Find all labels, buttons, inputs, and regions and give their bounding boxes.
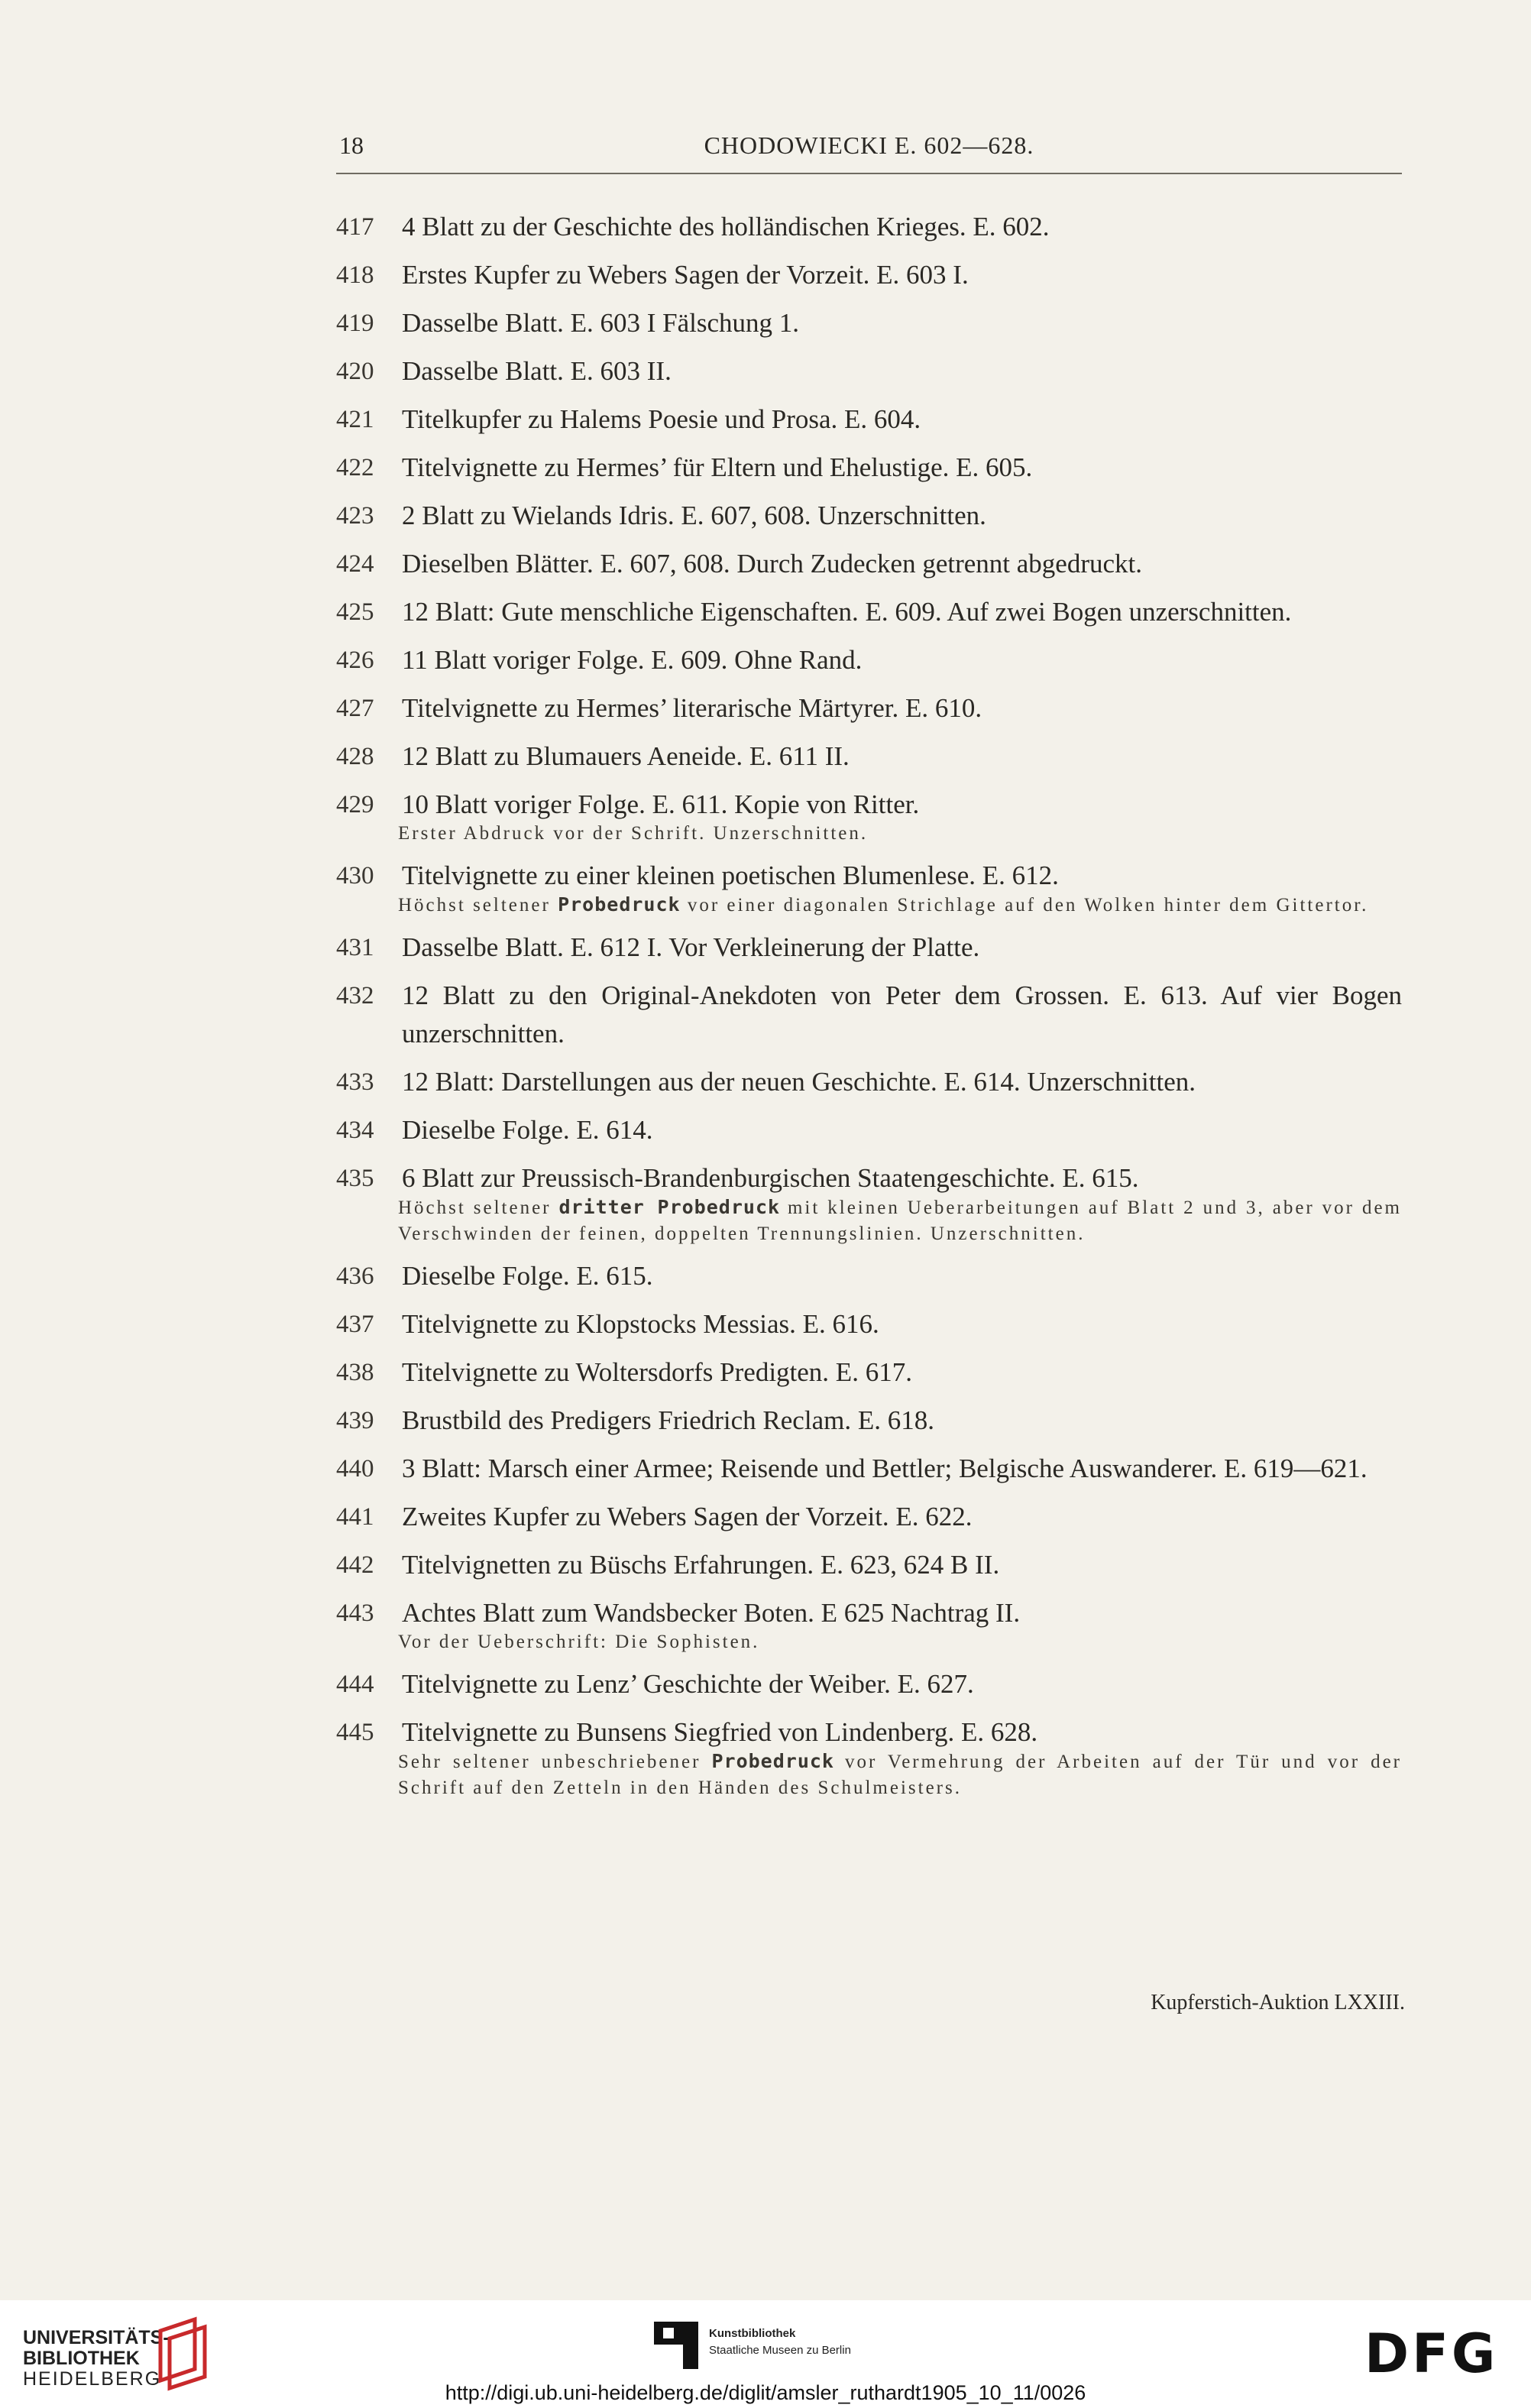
catalog-entry	[336, 1450, 1402, 1488]
dfg-logo[interactable]: DFG	[1364, 2322, 1499, 2385]
catalog-entry	[336, 641, 1402, 679]
entry-note-text: mit kleinen Ueberarbeitungen auf Blatt 2 und 3, aber vor dem Verschwinden der feinen, doppelten Trennungslinien. Unzerschnitten.	[398, 1198, 1402, 1244]
catalog-entry	[336, 1402, 1402, 1440]
entry-text: Titelkupfer zu Halems Poesie und Prosa. E. 604.	[402, 404, 921, 434]
entry-note	[336, 1194, 1402, 1247]
permalink-url[interactable]: http://digi.ub.uni-heidelberg.de/diglit/amsler_ruthardt1905_10_11/0026	[445, 2381, 1086, 2404]
kunstbibliothek-logo-icon	[654, 2322, 698, 2369]
entry-number: 424	[336, 550, 374, 578]
auction-note: Kupferstich-Auktion LXXIII.	[1151, 1991, 1405, 2014]
entry-number: 421	[336, 406, 374, 433]
kunstbibliothek-text[interactable]	[709, 2325, 851, 2359]
entry-number: 422	[336, 454, 374, 481]
entry-number: 433	[336, 1068, 374, 1096]
entry-number: 425	[336, 598, 374, 626]
entry-note	[336, 892, 1402, 919]
catalog-entry	[336, 689, 1402, 728]
catalog-entry	[336, 256, 1402, 294]
catalog-entry	[336, 449, 1402, 487]
entry-note-text: vor Vermehrung der Arbeiten auf der Tür und vor der Schrift auf den Zetteln in den Händen des Schulmeisters.	[398, 1752, 1402, 1798]
entry-number: 423	[336, 502, 374, 530]
catalog-entry	[336, 593, 1402, 631]
entry-number: 419	[336, 310, 374, 337]
catalog-entry	[336, 1305, 1402, 1343]
entry-note	[336, 821, 1402, 847]
kunstbibliothek-subtitle: Staatliche Museen zu Berlin	[709, 2344, 851, 2357]
catalog-entry	[336, 1353, 1402, 1392]
catalog-entries	[336, 208, 1402, 1811]
entry-number: 438	[336, 1359, 374, 1386]
entry-text: 12 Blatt zu den Original-Anekdoten von Peter dem Grossen. E. 613. Auf vier Bogen unzerschnitten.	[402, 980, 1402, 1048]
entry-text: Titelvignette zu Hermes’ literarische Märtyrer. E. 610.	[402, 693, 982, 723]
catalog-entry	[336, 1257, 1402, 1295]
entry-text: Dasselbe Blatt. E. 612 I. Vor Verkleinerung der Platte.	[402, 932, 980, 962]
catalog-entry	[336, 1594, 1402, 1632]
university-library-logo[interactable]	[23, 2328, 170, 2390]
entry-text: Erstes Kupfer zu Webers Sagen der Vorzeit. E. 603 I.	[402, 260, 969, 290]
catalog-entry	[336, 1111, 1402, 1149]
entry-text: 12 Blatt zu Blumauers Aeneide. E. 611 II.	[402, 741, 850, 771]
entry-number: 430	[336, 862, 374, 890]
entry-number: 442	[336, 1551, 374, 1579]
entry-text: Titelvignetten zu Büschs Erfahrungen. E. 623, 624 B II.	[402, 1550, 1000, 1580]
entry-text: Zweites Kupfer zu Webers Sagen der Vorzeit. E. 622.	[402, 1502, 973, 1531]
entry-note-emphasis: dritter Probedruck	[558, 1196, 781, 1218]
catalog-entry	[336, 929, 1402, 967]
entry-note-text: Höchst seltener	[398, 895, 558, 916]
entry-text: 12 Blatt: Gute menschliche Eigenschaften. E. 609. Auf zwei Bogen unzerschnitten.	[402, 597, 1292, 627]
entry-number: 437	[336, 1311, 374, 1338]
entry-text: Titelvignette zu Klopstocks Messias. E. 616.	[402, 1309, 879, 1339]
running-title: CHODOWIECKI E. 602—628.	[704, 131, 1034, 159]
entry-text: 11 Blatt voriger Folge. E. 609. Ohne Rand.	[402, 645, 863, 675]
catalog-entry	[336, 400, 1402, 439]
catalog-entry	[336, 786, 1402, 824]
entry-text: 6 Blatt zur Preussisch-Brandenburgischen Staatengeschichte. E. 615.	[402, 1163, 1139, 1193]
catalog-entry	[336, 208, 1402, 246]
entry-text: 2 Blatt zu Wielands Idris. E. 607, 608. Unzerschnitten.	[402, 501, 986, 530]
catalog-entry	[336, 304, 1402, 342]
catalog-entry	[336, 545, 1402, 583]
catalog-entry	[336, 1159, 1402, 1198]
catalog-entry	[336, 857, 1402, 895]
entry-number: 445	[336, 1719, 374, 1746]
entry-text: 12 Blatt: Darstellungen aus der neuen Geschichte. E. 614. Unzerschnitten.	[402, 1067, 1196, 1097]
uni-logo-line: HEIDELBERG	[23, 2368, 162, 2390]
uni-logo-line: UNIVERSITÄTS-	[23, 2327, 170, 2348]
kunstbibliothek-title: Kunstbibliothek	[709, 2327, 796, 2340]
entry-note-text: Vor der Ueberschrift: Die Sophisten.	[398, 1632, 760, 1652]
entry-text: Titelvignette zu Bunsens Siegfried von Lindenberg. E. 628.	[402, 1717, 1038, 1747]
entry-note-text: vor einer diagonalen Strichlage auf den Wolken hinter dem Gittertor.	[680, 895, 1369, 916]
catalog-entry	[336, 1665, 1402, 1703]
page-header	[336, 131, 1402, 174]
entry-number: 426	[336, 647, 374, 674]
entry-number: 435	[336, 1165, 374, 1192]
entry-text: Titelvignette zu Lenz’ Geschichte der Weiber. E. 627.	[402, 1669, 974, 1699]
catalog-entry	[336, 352, 1402, 391]
entry-number: 427	[336, 695, 374, 722]
entry-text: Dasselbe Blatt. E. 603 II.	[402, 356, 672, 386]
entry-text: 4 Blatt zu der Geschichte des holländischen Krieges. E. 602.	[402, 212, 1050, 241]
entry-note	[336, 1748, 1402, 1801]
footer	[0, 2300, 1531, 2408]
catalog-entry	[336, 1713, 1402, 1752]
entry-note	[336, 1629, 1402, 1655]
catalog-entry	[336, 977, 1402, 1053]
entry-text: Brustbild des Predigers Friedrich Reclam. E. 618.	[402, 1405, 934, 1435]
catalog-entry	[336, 1498, 1402, 1536]
entry-number: 444	[336, 1671, 374, 1698]
catalog-entry	[336, 1063, 1402, 1101]
catalog-entry	[336, 1546, 1402, 1584]
uni-logo-line: BIBLIOTHEK	[23, 2348, 140, 2369]
catalog-entry	[336, 737, 1402, 776]
catalog-entry	[336, 497, 1402, 535]
entry-number: 441	[336, 1503, 374, 1531]
entry-number: 434	[336, 1116, 374, 1144]
entry-number: 428	[336, 743, 374, 770]
entry-note-emphasis: Probedruck	[711, 1750, 834, 1772]
entry-number: 436	[336, 1262, 374, 1290]
university-logo-mark-icon	[153, 2316, 214, 2392]
entry-text: Achtes Blatt zum Wandsbecker Boten. E 625 Nachtrag II.	[402, 1598, 1021, 1628]
entry-text: Dieselben Blätter. E. 607, 608. Durch Zudecken getrennt abgedruckt.	[402, 549, 1142, 579]
entry-text: Dasselbe Blatt. E. 603 I Fälschung 1.	[402, 308, 800, 338]
entry-text: Titelvignette zu Woltersdorfs Predigten. E. 617.	[402, 1357, 912, 1387]
entry-number: 418	[336, 261, 374, 289]
page-number: 18	[339, 131, 364, 159]
entry-number: 431	[336, 934, 374, 961]
entry-note-text: Höchst seltener	[398, 1198, 559, 1218]
entry-number: 443	[336, 1599, 374, 1627]
entry-number: 429	[336, 791, 374, 818]
entry-number: 432	[336, 982, 374, 1010]
entry-note-text: Erster Abdruck vor der Schrift. Unzerschnitten.	[398, 823, 869, 844]
entry-text: 3 Blatt: Marsch einer Armee; Reisende und Bettler; Belgische Auswanderer. E. 619—621.	[402, 1454, 1368, 1483]
entry-text: Dieselbe Folge. E. 614.	[402, 1115, 653, 1145]
entry-number: 417	[336, 213, 374, 241]
entry-number: 420	[336, 358, 374, 385]
entry-text: Dieselbe Folge. E. 615.	[402, 1261, 653, 1291]
entry-number: 439	[336, 1407, 374, 1434]
entry-note-text: Sehr seltener unbeschriebener	[398, 1752, 712, 1772]
entry-number: 440	[336, 1455, 374, 1483]
entry-text: Titelvignette zu einer kleinen poetischen Blumenlese. E. 612.	[402, 860, 1059, 890]
entry-text: Titelvignette zu Hermes’ für Eltern und Ehelustige. E. 605.	[402, 452, 1033, 482]
entry-text: 10 Blatt voriger Folge. E. 611. Kopie von Ritter.	[402, 789, 920, 819]
entry-note-emphasis: Probedruck	[558, 893, 681, 916]
